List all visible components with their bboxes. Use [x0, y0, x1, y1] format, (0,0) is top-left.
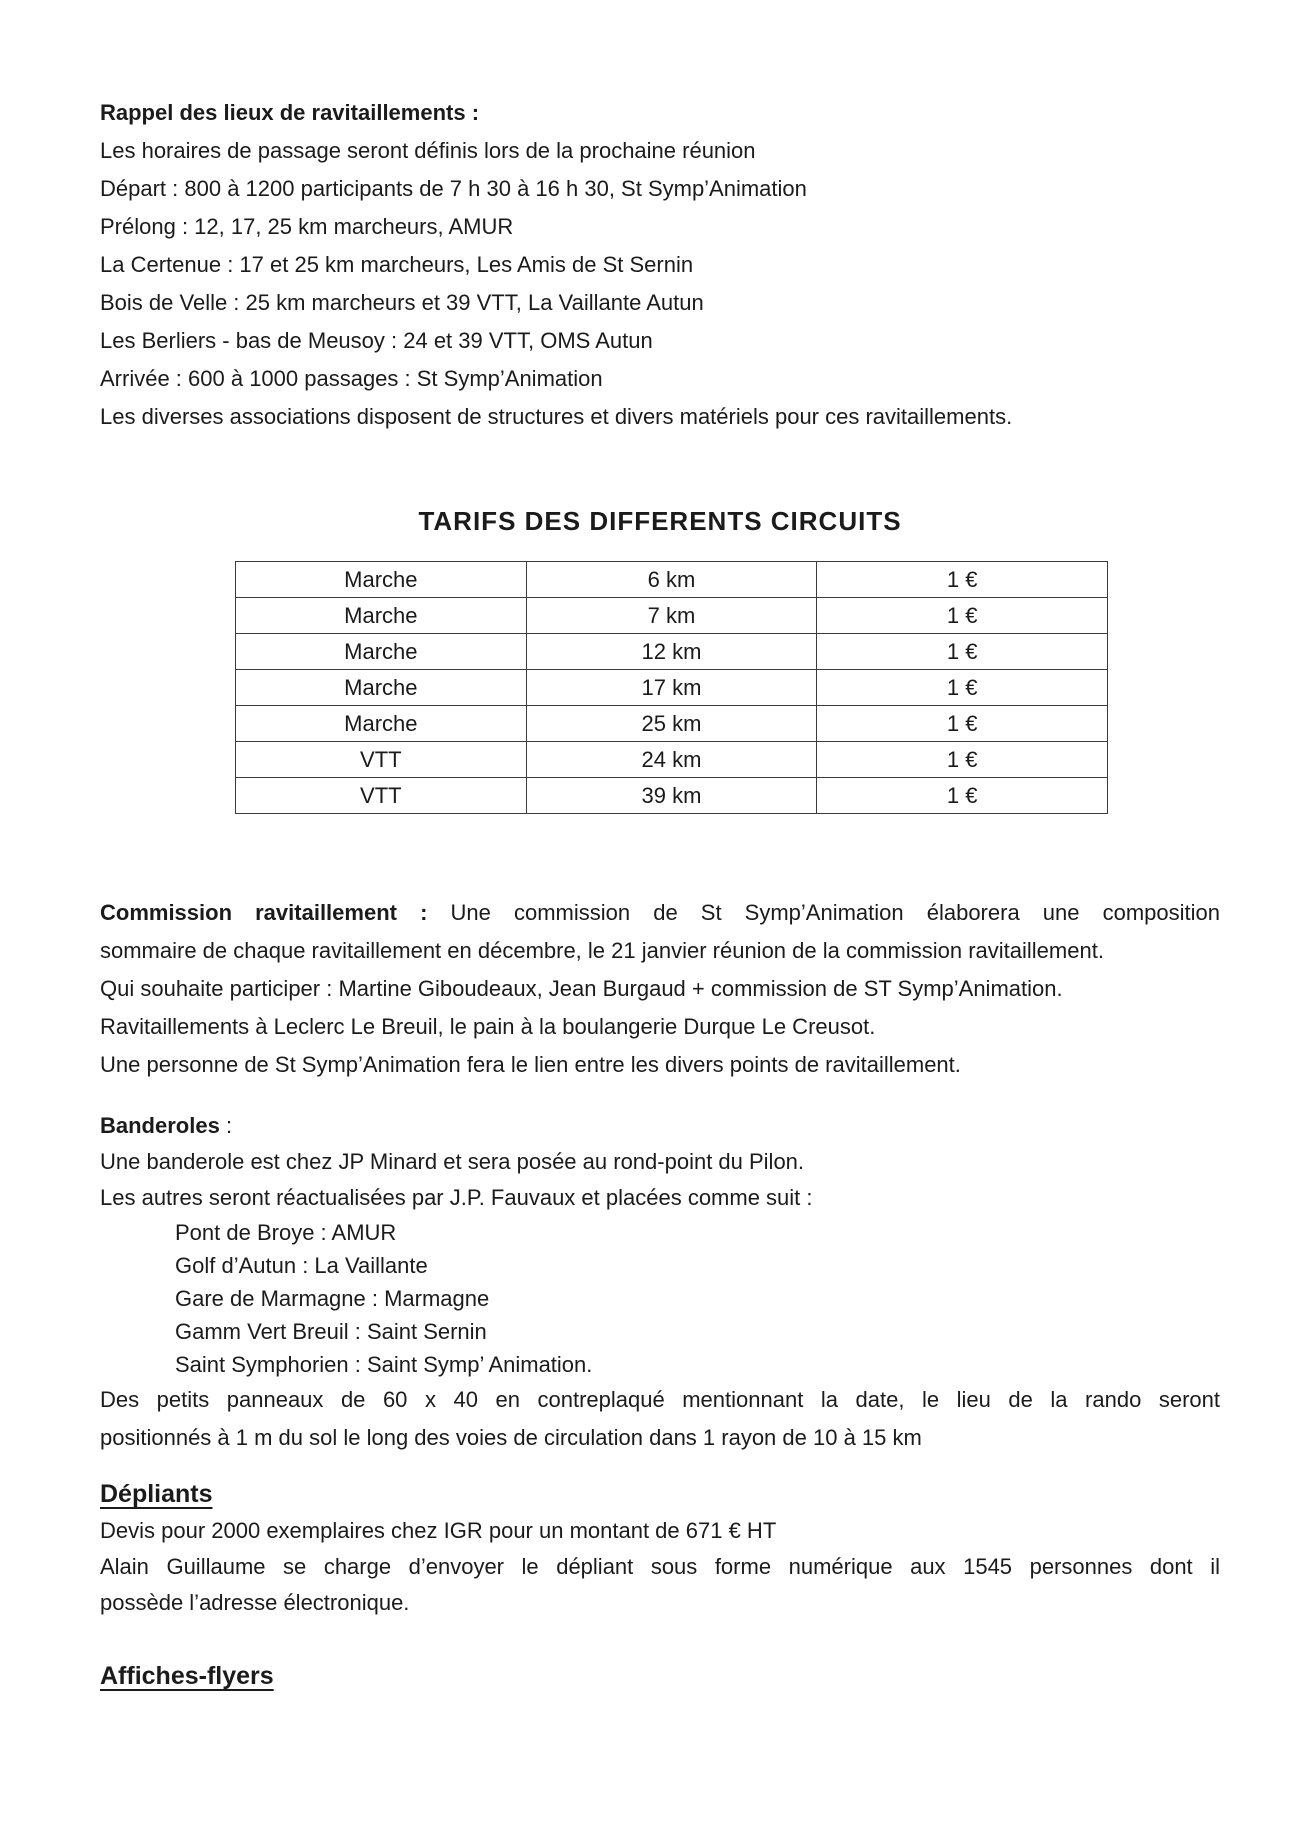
cell-distance: 25 km [526, 706, 817, 742]
list-item: Gamm Vert Breuil : Saint Sernin [175, 1319, 487, 1344]
banderoles-line: Les autres seront réactualisées par J.P. Fauvaux et placées comme suit : [100, 1185, 813, 1210]
table-row [236, 742, 1108, 778]
cell-price: 1 € [817, 562, 1108, 598]
cell-type: Marche [236, 562, 527, 598]
rappel-line: Départ : 800 à 1200 participants de 7 h 30 à 16 h 30, St Symp’Animation [100, 176, 807, 201]
depliants-heading-text: Dépliants [100, 1480, 213, 1508]
section-commission [100, 894, 1220, 1084]
depliants-heading [100, 1475, 1220, 1513]
cell-type: Marche [236, 670, 527, 706]
cell-type: VTT [236, 778, 527, 814]
commission-line: Ravitaillements à Leclerc Le Breuil, le pain à la boulangerie Durque Le Creusot. [100, 1014, 876, 1039]
panneaux-line: positionnés à 1 m du sol le long des voies de circulation dans 1 rayon de 10 à 15 km [100, 1425, 922, 1450]
section-affiches [100, 1657, 1220, 1695]
rappel-line: Les horaires de passage seront définis lors de la prochaine réunion [100, 138, 756, 163]
section-depliants [100, 1475, 1220, 1621]
commission-line: sommaire de chaque ravitaillement en décembre, le 21 janvier réunion de la commission ravitaillement. [100, 938, 1104, 963]
cell-price: 1 € [817, 670, 1108, 706]
cell-type: VTT [236, 742, 527, 778]
list-item: Golf d’Autun : La Vaillante [175, 1253, 428, 1278]
banderoles-heading-colon: : [219, 1113, 233, 1138]
panneaux-line: Des petits panneaux de 60 x 40 en contreplaqué mentionnant la date, le lieu de la rando seront [100, 1387, 1220, 1412]
depliants-line: possède l’adresse électronique. [100, 1590, 410, 1615]
rappel-line: Prélong : 12, 17, 25 km marcheurs, AMUR [100, 214, 514, 239]
table-row [236, 634, 1108, 670]
banderoles-heading-text: Banderoles [100, 1113, 220, 1138]
rappel-line: La Certenue : 17 et 25 km marcheurs, Les Amis de St Sernin [100, 252, 694, 277]
cell-type: Marche [236, 634, 527, 670]
panneaux-paragraph [100, 1381, 1220, 1457]
depliants-line: Alain Guillaume se charge d’envoyer le dépliant sous forme numérique aux 1545 personnes dont il [100, 1554, 1220, 1579]
commission-line-rest: Une commission de St Symp’Animation élaborera une composition [450, 900, 1220, 925]
table-row [236, 778, 1108, 814]
list-item: Gare de Marmagne : Marmagne [175, 1286, 490, 1311]
list-item: Saint Symphorien : Saint Symp’ Animation. [175, 1352, 593, 1377]
affiches-heading [100, 1657, 1220, 1695]
commission-line: Une personne de St Symp’Animation fera le lien entre les divers points de ravitaillement. [100, 1052, 961, 1077]
list-item: Pont de Broye : AMUR [175, 1220, 397, 1245]
rappel-line: Les diverses associations disposent de structures et divers matériels pour ces ravitaillements. [100, 404, 1013, 429]
cell-distance: 12 km [526, 634, 817, 670]
cell-distance: 6 km [526, 562, 817, 598]
rappel-line: Bois de Velle : 25 km marcheurs et 39 VTT, La Vaillante Autun [100, 290, 704, 315]
cell-distance: 7 km [526, 598, 817, 634]
cell-type: Marche [236, 598, 527, 634]
rappel-line: Les Berliers - bas de Meusoy : 24 et 39 VTT, OMS Autun [100, 328, 653, 353]
depliants-line: Devis pour 2000 exemplaires chez IGR pour un montant de 671 € HT [100, 1518, 777, 1543]
tarifs-table [235, 561, 1108, 814]
banderoles-heading [100, 1108, 1220, 1144]
cell-price: 1 € [817, 706, 1108, 742]
banderoles-list [175, 1216, 1220, 1381]
cell-distance: 39 km [526, 778, 817, 814]
section-rappel [100, 94, 1220, 436]
commission-line: Qui souhaite participer : Martine Giboudeaux, Jean Burgaud + commission de ST Symp’Animation. [100, 976, 1063, 1001]
cell-price: 1 € [817, 598, 1108, 634]
cell-price: 1 € [817, 778, 1108, 814]
section-banderoles [100, 1108, 1220, 1457]
commission-lead: Commission ravitaillement : [100, 900, 428, 925]
table-row [236, 706, 1108, 742]
cell-price: 1 € [817, 742, 1108, 778]
commission-line [100, 894, 1220, 932]
cell-type: Marche [236, 706, 527, 742]
cell-price: 1 € [817, 634, 1108, 670]
tarifs-title: TARIFS DES DIFFERENTS CIRCUITS [418, 506, 902, 536]
affiches-heading-text: Affiches-flyers [100, 1662, 274, 1690]
table-row [236, 598, 1108, 634]
rappel-line: Arrivée : 600 à 1000 passages : St Symp’Animation [100, 366, 603, 391]
table-row [236, 670, 1108, 706]
table-row [236, 562, 1108, 598]
cell-distance: 17 km [526, 670, 817, 706]
cell-distance: 24 km [526, 742, 817, 778]
tarifs-table-body [236, 562, 1108, 814]
banderoles-line: Une banderole est chez JP Minard et sera posée au rond-point du Pilon. [100, 1149, 805, 1174]
rappel-heading: Rappel des lieux de ravitaillements : [100, 100, 480, 125]
